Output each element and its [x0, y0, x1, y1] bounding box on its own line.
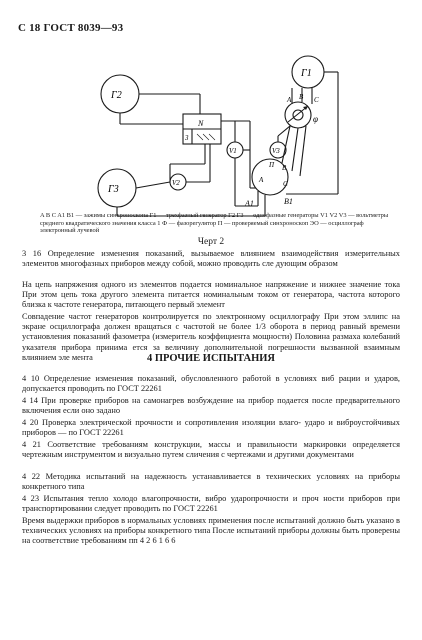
label-a1: A1	[245, 199, 254, 208]
label-v1: V1	[229, 147, 237, 155]
phase-regulator-symbol	[285, 102, 311, 128]
label-a-top: A	[287, 96, 292, 104]
paragraph-exposure-time: Время выдержки приборов в нормальных условиях применения после испытаний должно быть указано в технических условиях на приборы конкретного типа После испытаний приборы должны быть проверены на соответствие требованиям пп 4 2 6 1 6 6	[22, 516, 400, 546]
paragraph-3-16: 3 16 Определение изменения показаний, вызываемое влиянием взаимодействия измерительных элементов многофазных приборов между собой, можно проводить сле дующим образом	[22, 249, 400, 269]
label-c-bottom: C	[283, 180, 288, 188]
label-a-bottom: A	[259, 176, 264, 184]
label-p: П	[269, 161, 275, 169]
circuit-diagram	[60, 46, 370, 224]
label-g3: Г3	[108, 184, 119, 195]
label-b-bottom: B	[282, 164, 287, 172]
paragraph-4-22: 4 22 Методика испытаний на надежность устанавливается в технических условиях на приборы конкретного типа	[22, 472, 400, 492]
paragraph-4-23: 4 23 Испытания тепло холодо влагопрочности, вибро ударопрочности и проч ности приборов при транспортировании следует проводить по ГОСТ 22261	[22, 494, 400, 514]
paragraph-4-10: 4 10 Определение изменения показаний, обусловленного работой в условиях виб рации и ударов, допускается проводить по ГОСТ 22261	[22, 374, 400, 394]
paragraph-voltage: На цепь напряжения одного из элементов подается номинальное напряжение и нижнее значение тока При этом цепь тока другого элемента питается номинальным током от генератора, частота которого близка к частоте генератора, питающего первый элемент	[22, 280, 400, 310]
label-c-top: C	[314, 96, 319, 104]
paragraph-sync: Совпадение частот генераторов контролируется по электронному осциллографу При этом эллипс на экране осциллографа должен вращаться с частотой не более 1/3 оборота в период равный времени установления показаний фазометра (измеритель коэффициента мощности) Половина размаха колебаний указателя прибора принима ется за величину дополнительной погрешности вызванной взаимным влиянием эле мента	[22, 312, 400, 362]
section-title: 4 ПРОЧИЕ ИСПЫТАНИЯ	[146, 353, 275, 364]
label-3: 3	[185, 134, 189, 142]
paragraph-4-20: 4 20 Проверка электрической прочности и сопротивления изоляции влаго- ударо и виброустойчивых приборов — по ГОСТ 22261	[22, 418, 400, 438]
paragraph-4-21: 4 21 Соответствие требованиям конструкции, массы и правильности маркировки определяется чертежным инструментом и визуально путем сличения с чертежами и другими документами	[22, 440, 400, 460]
label-n: N	[198, 119, 204, 128]
label-phi: φ	[313, 114, 318, 124]
label-b1: B1	[284, 197, 293, 206]
label-v2: V2	[172, 179, 180, 187]
figure-caption: Черт 2	[197, 237, 225, 247]
label-b-top: B	[299, 93, 304, 101]
paragraph-4-14: 4 14 При проверке приборов на самонагрев возбуждение на прибор подается после предварительного включения если оно задано	[22, 396, 400, 416]
label-g2: Г2	[111, 90, 122, 101]
label-v3: V3	[272, 147, 280, 155]
page-header: С 18 ГОСТ 8039—93	[18, 22, 124, 34]
figure-legend: A B C A1 B1 — зажимы синхроноскопа Г1 — трехфазный генератор Г2 Г3 — однофазные генераторы V1 V2 V3 — вольтметры среднего квадратического значения класса 1 Ф — фазорегулятор П — проверяемый синхроноскоп ЭО — осциллограф электронный лучевой	[40, 212, 389, 235]
label-g1: Г1	[301, 68, 312, 79]
